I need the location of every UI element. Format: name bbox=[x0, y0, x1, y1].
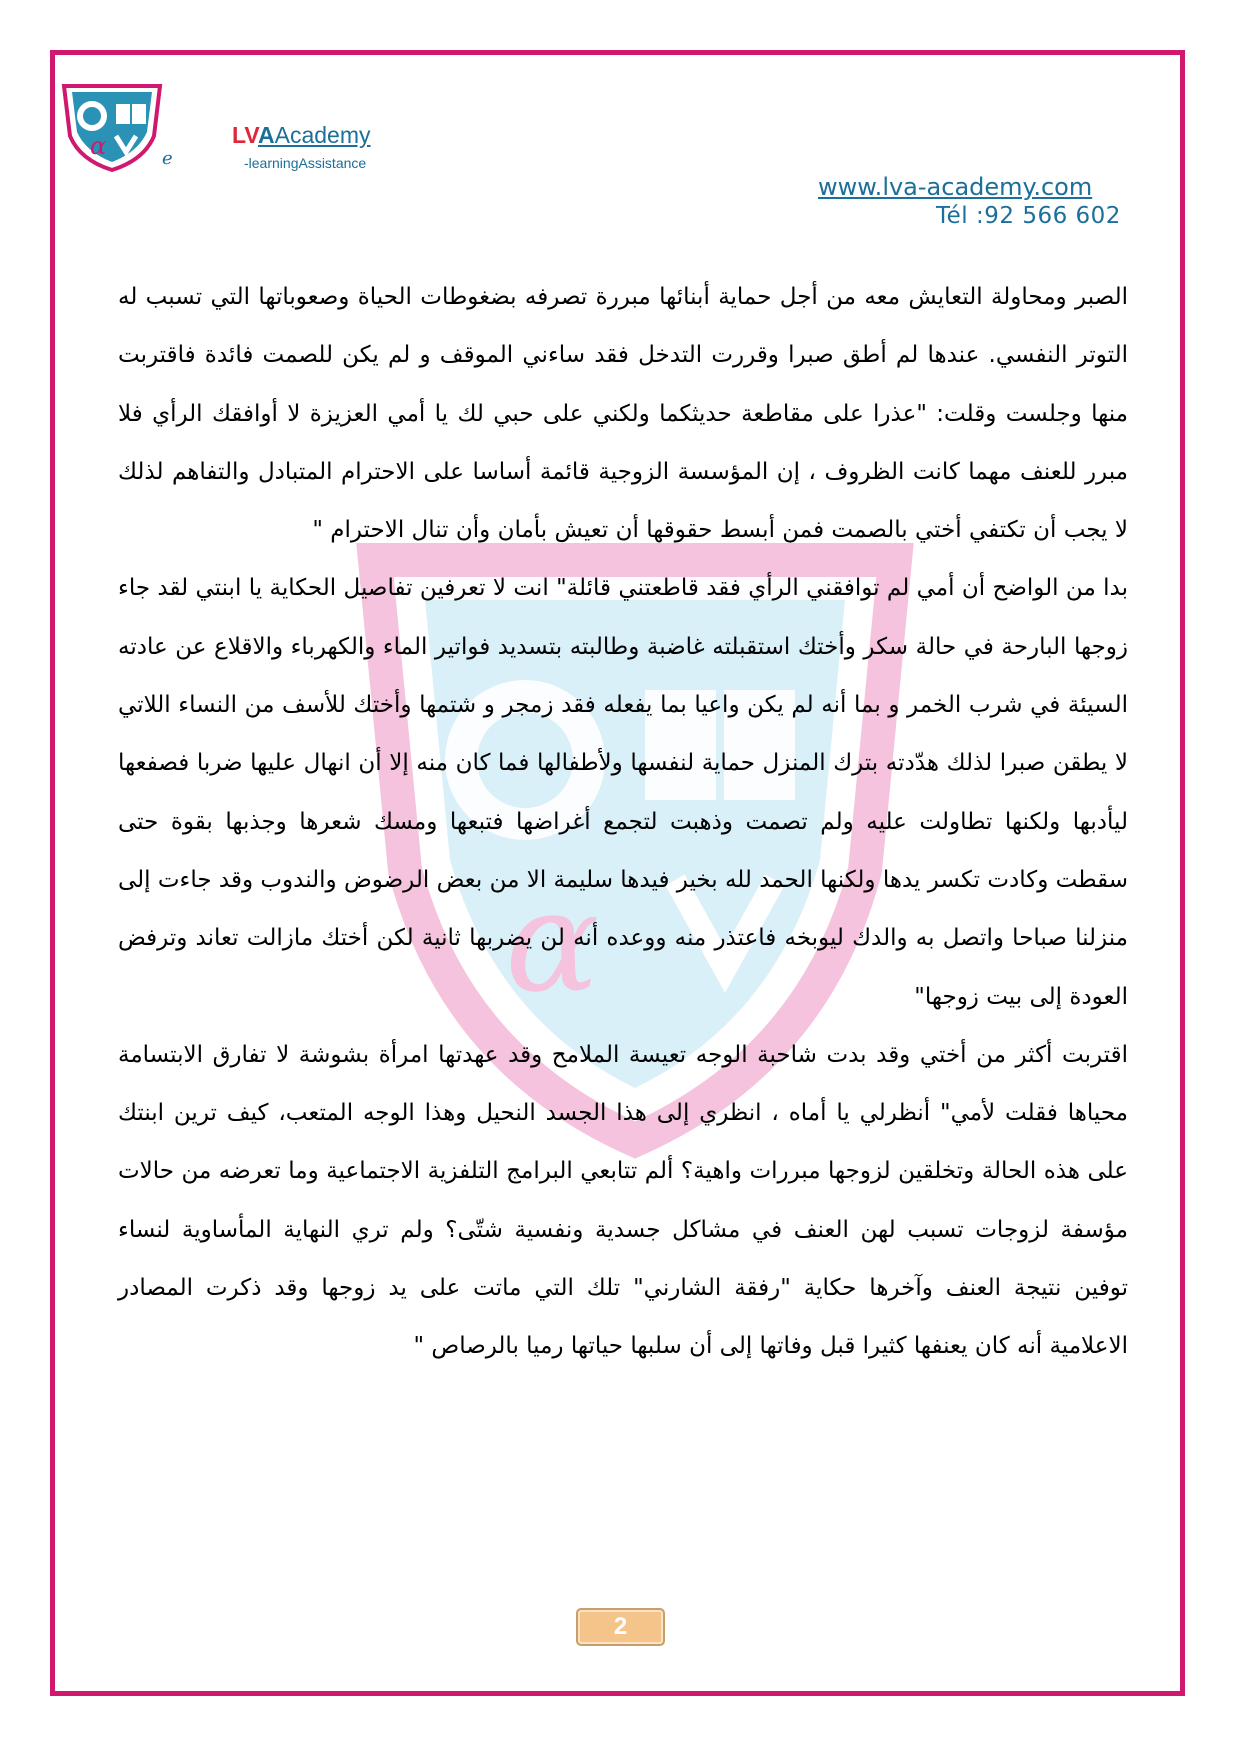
brand-tagline: -learningAssistance bbox=[244, 155, 367, 171]
brand-a: A bbox=[257, 122, 275, 148]
website-link[interactable]: www.lva-academy.com bbox=[818, 173, 1093, 201]
logo-letter: e bbox=[162, 148, 173, 169]
page-number-badge: 2 bbox=[576, 1608, 665, 1646]
svg-text:α: α bbox=[90, 132, 107, 160]
brand-academy: Academy bbox=[274, 122, 371, 148]
paragraph: بدا من الواضح أن أمي لم توافقني الرأي فقد قاطعتني قائلة" انت لا تعرفين تفاصيل الحكاية يا ابنتي لقد جاء زوجها البارحة في حالة سكر وأختك استقبلته غاضبة وطالبته بتسديد فواتير الماء والكهرباء والاقلاع عن عادته السيئة في شرب الخمر و بما أنه لم يكن واعيا بما يفعله فقد زمجر و شتمها وأختك للأسف من النساء اللاتي لا يطقن صبرا لذلك هدّدته بترك المنزل حماية لنفسها ولأطفالها فما كان منه إلا أن انهال عليها ضربا فصفعها ليأدبها ولكنها تطاولت عليه ولم تصمت وذهبت لتجمع أغراضها فتبعها ومسك شعرها وجذبها بقوة حتى سقطت وكادت تكسر يدها ولكنها الحمد لله بخير فيدها سليمة الا من بعض الرضوض والندوب وقد جاءت إلى منزلنا صباحا واتصل به والدك ليوبخه فاعتذر منه ووعده أنه لن يضربها ثانية لكن أختك مازالت تعاند وترفض العودة إلى بيت زوجها" bbox=[118, 575, 1128, 1010]
phone-number: Tél :92 566 602 bbox=[936, 203, 1121, 229]
paragraph: الصبر ومحاولة التعايش معه من أجل حماية أبنائها مبررة تصرفه بضغوطات الحياة وصعوباتها التي تسبب له التوتر النفسي. عندها لم أطق صبرا وقررت التدخل فقد ساءني الموقف و لم يكن للصمت فائدة فاقتربت منها وجلست وقلت: "عذرا على مقاطعة حديثكما ولكني على حبي لك يا أمي العزيزة لا أوافقك الرأي فلا مبرر للعنف مهما كانت الظروف ، إن المؤسسة الزوجية قائمة أساسا على الاحترام المتبادل والتفاهم لذلك لا يجب أن تكتفي أختي بالصمت فمن أبسط حقوقها أن تعيش بأمان وأن تنال الاحترام " bbox=[118, 284, 1128, 544]
paragraph: اقتربت أكثر من أختي وقد بدت شاحبة الوجه تعيسة الملامح وقد عهدتها امرأة بشوشة لا تفارق الابتسامة محياها فقلت لأمي" أنظرلي يا أماه ، انظري إلى هذا الجسد النحيل وهذا الوجه المتعب، كيف ترين ابنتك على هذه الحالة وتخلقين لزوجها مبررات واهية؟ ألم تتابعي البرامج التلفزية الاجتماعية وما تعرضه من حالات مؤسفة لزوجات تسبب لهن العنف في مشاكل جسدية ونفسية شتّى؟ ولم تري النهاية المأساوية لنساء توفين نتيجة العنف وآخرها حكاية "رفقة الشارني" تلك التي ماتت على يد زوجها وقد ذكرت المصادر الاعلامية أنه كان يعنفها كثيرا قبل وفاتها إلى أن سلبها حياتها رميا بالرصاص " bbox=[118, 1041, 1128, 1360]
brand-lv: LV bbox=[232, 122, 258, 148]
academy-logo-icon bbox=[58, 80, 166, 172]
article-body bbox=[118, 268, 1128, 1376]
svg-text:α: α bbox=[505, 861, 600, 1024]
brand-name bbox=[232, 122, 370, 149]
